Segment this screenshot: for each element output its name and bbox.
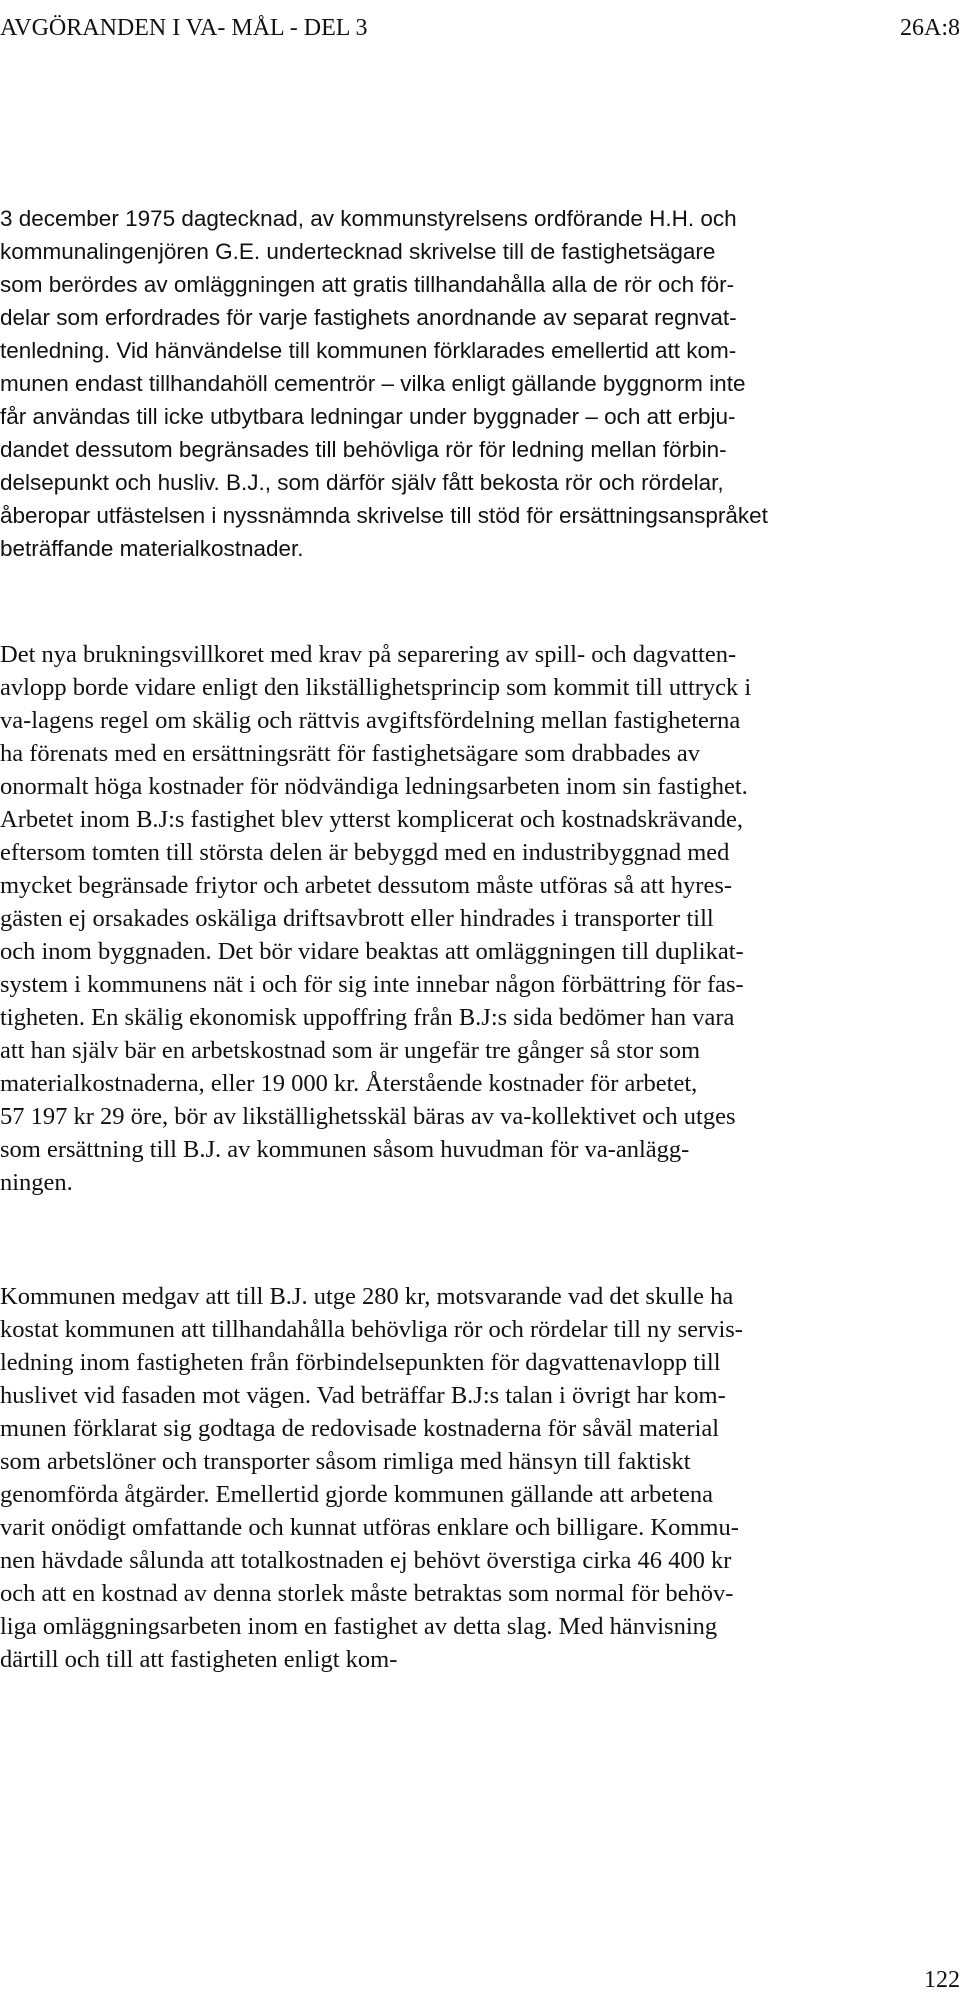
paragraph-3-line: kostat kommunen att tillhandahålla behövliga rör och rördelar till ny servis-: [0, 1316, 743, 1343]
paragraph-1: [0, 202, 960, 565]
paragraph-2-line: ha förenats med en ersättningsrätt för fastighetsägare som drabbades av: [0, 740, 701, 767]
paragraph-2-line: ningen.: [0, 1169, 73, 1196]
paragraph-2-line: som ersättning till B.J. av kommunen såsom huvudman för va-anlägg-: [0, 1136, 690, 1163]
paragraph-2-line: att han själv bär en arbetskostnad som är ungefär tre gånger så stor som: [0, 1037, 701, 1064]
paragraph-3-line: därtill och till att fastigheten enligt kom-: [0, 1646, 398, 1673]
paragraph-3-line: och att en kostnad av denna storlek måste betraktas som normal för behöv-: [0, 1580, 734, 1607]
paragraph-3-line: Kommunen medgav att till B.J. utge 280 kr, motsvarande vad det skulle ha: [0, 1283, 734, 1310]
paragraph-3: [0, 1280, 960, 1676]
paragraph-1-line: kommunalingenjören G.E. undertecknad skrivelse till de fastighetsägare: [0, 239, 716, 264]
paragraph-3-line: genomförda åtgärder. Emellertid gjorde kommunen gällande att arbetena: [0, 1481, 713, 1508]
running-header: [0, 8, 960, 48]
paragraph-2-line: onormalt höga kostnader för nödvändiga ledningsarbeten inom sin fastighet.: [0, 773, 748, 800]
paragraph-2-line: system i kommunens nät i och för sig inte innebar någon förbättring för fas-: [0, 971, 744, 998]
paragraph-1-line: som berördes av omläggningen att gratis tillhandahålla alla de rör och för-: [0, 272, 735, 297]
paragraph-2-line: gästen ej orsakades oskäliga driftsavbrott eller hindrades i transporter till: [0, 905, 714, 932]
paragraph-2-line: och inom byggnaden. Det bör vidare beaktas att omläggningen till duplikat-: [0, 938, 744, 965]
paragraph-1-line: 3 december 1975 dagtecknad, av kommunstyrelsens ordförande H.H. och: [0, 206, 737, 231]
paragraph-3-line: varit onödigt omfattande och kunnat utföras enklare och billigare. Kommu-: [0, 1514, 739, 1541]
paragraph-1-line: åberopar utfästelsen i nyssnämnda skrivelse till stöd för ersättningsanspråket: [0, 503, 768, 528]
paragraph-1-line: dandet dessutom begränsades till behövliga rör för ledning mellan förbin-: [0, 437, 727, 462]
paragraph-2: [0, 638, 960, 1199]
paragraph-3-line: som arbetslöner och transporter såsom rimliga med hänsyn till faktiskt: [0, 1448, 691, 1475]
paragraph-1-line: tenledning. Vid hänvändelse till kommunen förklarades emellertid att kom-: [0, 338, 737, 363]
paragraph-2-line: eftersom tomten till största delen är bebyggd med en industribyggnad med: [0, 839, 730, 866]
paragraph-3-line: munen förklarat sig godtaga de redovisade kostnaderna för såväl material: [0, 1415, 720, 1442]
paragraph-2-line: avlopp borde vidare enligt den likställighetsprincip som kommit till uttryck i: [0, 674, 752, 701]
paragraph-3-line: nen hävdade sålunda att totalkostnaden ej behövt överstiga cirka 46 400 kr: [0, 1547, 732, 1574]
page-number: 122: [924, 1967, 960, 1993]
paragraph-2-line: va-lagens regel om skälig och rättvis avgiftsfördelning mellan fastigheterna: [0, 707, 741, 734]
paragraph-1-line: beträffande materialkostnader.: [0, 536, 304, 561]
paragraph-3-line: liga omläggningsarbeten inom en fastighet av detta slag. Med hänvisning: [0, 1613, 718, 1640]
paragraph-2-line: tigheten. En skälig ekonomisk uppoffring från B.J:s sida bedömer han vara: [0, 1004, 735, 1031]
paragraph-2-line: 57 197 kr 29 öre, bör av likställighetsskäl bäras av va-kollektivet och utges: [0, 1103, 736, 1130]
paragraph-2-line: materialkostnaderna, eller 19 000 kr. Återstående kostnader för arbetet,: [0, 1070, 698, 1097]
paragraph-2-line: mycket begränsade friytor och arbetet dessutom måste utföras så att hyres-: [0, 872, 733, 899]
paragraph-1-line: delar som erfordrades för varje fastighets anordnande av separat regnvat-: [0, 305, 737, 330]
header-title: AVGÖRANDEN I VA- MÅL - DEL 3: [0, 15, 368, 41]
paragraph-2-line: Arbetet inom B.J:s fastighet blev ytterst komplicerat och kostnadskrävande,: [0, 806, 743, 833]
paragraph-1-line: munen endast tillhandahöll cementrör – vilka enligt gällande byggnorm inte: [0, 371, 746, 396]
paragraph-2-line: Det nya brukningsvillkoret med krav på separering av spill- och dagvatten-: [0, 641, 737, 668]
paragraph-1-line: delsepunkt och husliv. B.J., som därför själv fått bekosta rör och rördelar,: [0, 470, 724, 495]
paragraph-3-line: ledning inom fastigheten från förbindelsepunkten för dagvattenavlopp till: [0, 1349, 721, 1376]
header-section-number: 26A:8: [900, 15, 960, 41]
paragraph-3-line: huslivet vid fasaden mot vägen. Vad beträffar B.J:s talan i övrigt har kom-: [0, 1382, 726, 1409]
paragraph-1-line: får användas till icke utbytbara ledningar under byggnader – och att erbju-: [0, 404, 736, 429]
